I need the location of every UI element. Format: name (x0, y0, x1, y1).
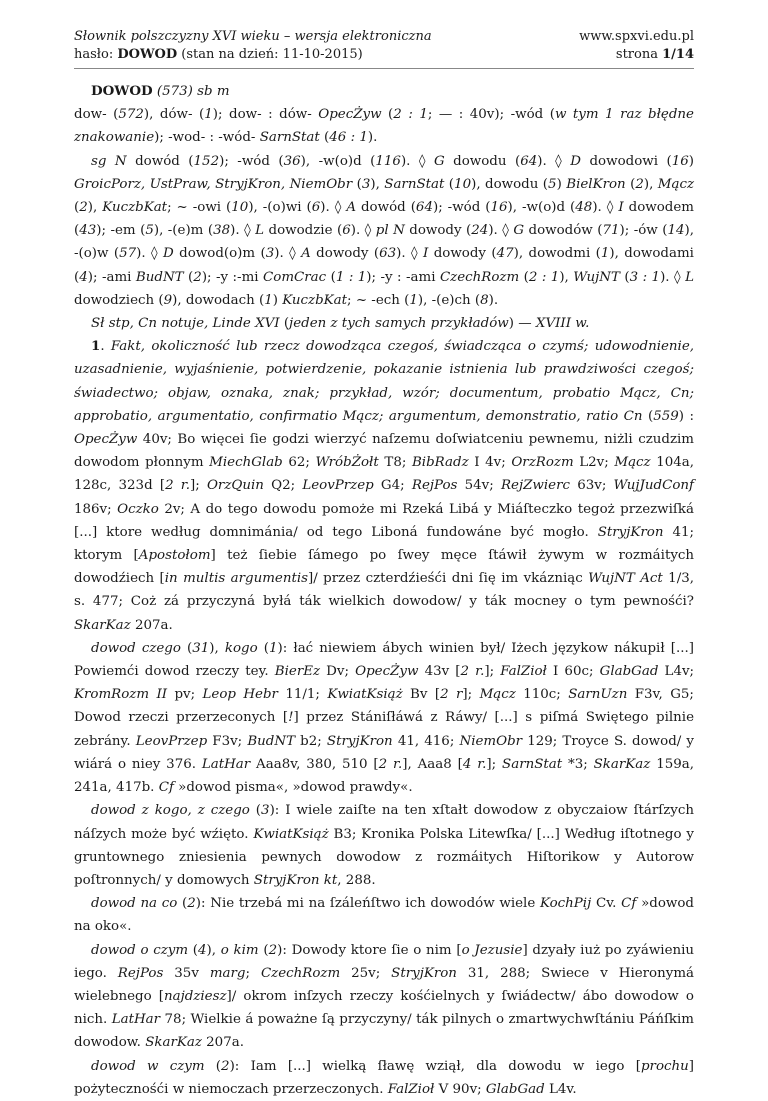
header-right (579, 28, 694, 64)
page-number-line (579, 46, 694, 64)
sense-dowod-czego: dowod czego (31), kogo (1): łać niewiem ábych winien był/ Iżech językow nákupił [...] Powiemći dowod rzeczy tey. BierEz Dv; OpecŻyw 43v [2 r.]; FalZioł I 60c; GlabGad L4v; KromRozm II pv; Leop Hebr 11/1; KwiatKsiąż Bv [2 r]; Mącz 110c; SarnUzn F3v, G5; Dowod rzeczi przerzeconych [!] przez Stániſłáwá z Ráwy/ [...] s piſmá Swiętego pilnie zebrány. LeovPrzep F3v; BudNT b2; StryjKron 41, 416; NiemObr 129; Troyce S. dowod/ y wiárá o niey 376. LatHar Aaa8v, 380, 510 [2 r.], Aaa8 [4 r.]; SarnStat *3; SkarKaz 159a, 241a, 417b. Cf »dowod pisma«, »dowod prawdy«. (74, 640, 695, 796)
entry-heading: DOWOD (573) sb m (91, 83, 230, 99)
sense-dowod-o-czym: dowod o czym (4), o kim (2): Dowody ktore ſie o nim [o Jezusie] dzyały iuż po zyáwieniu iego. RejPos 35v marg; CzechRozm 25v; StryjKron 31, 288; Swiece v Hieronymá wielebnego [najdziesz]/ okrom inſzych rzeczy kośćielnych y ſwiádectw/ ábo dowodow o nich. LatHar 78; Wielkie á poważne ſą przyczyny/ ták pilnych o zmartwychwſtániu Páńſkim dowodow. SkarKaz 207a. (74, 942, 695, 1051)
sense-1-definition: 1. Fakt, okoliczność lub rzecz dowodząca czegoś, świadcząca o czymś; udowodnienie, uzasadnienie, wyjaśnienie, potwierdzenie, pokazanie istnienia lub prawdziwości czegoś; świadectwo; objaw, oznaka, znak; przykład, wzór; documentum, probatio Mącz, Cn; approbatio, argumentatio, confirmatio Mącz; argumentum, demonstratio, ratio Cn (559) : OpecŻyw 40v; Bo więcei ſie godzi wierzyć naſzemu doſwiatceniu pewnemu, niżli czudzim dowodom płonnym MiechGlab 62; WróbŻołt T8; BibRadz I 4v; OrzRozm L2v; Mącz 104a, 128c, 323d [2 r.]; OrzQuin Q2; LeovPrzep G4; RejPos 54v; RejZwierc 63v; WujJudConf 186v; Oczko 2v; A do tego dowodu pomoże mi Rzeká Libá y Miáſteczko tegoż przezwiſká [...] ktore według domnimánia/ od tego Liboná fundowáne być mogło. StryjKron 41; ktorym [Apostołom] też ſiebie ſámego po ſwey męce ſtáwił żywym w rozmáitych dowodźiech [in multis argumentis]/ przez czterdźieśći dni ſię im vkázniąc WujNT Act 1/3, s. 477; Coż zá przyczyná byłá ták wielkich dowodow/ y ták mocney o tym pewnośći? SkarKaz 207a. (74, 338, 695, 633)
entry-body (74, 80, 694, 1101)
site-url[interactable]: www.spxvi.edu.pl (579, 29, 694, 44)
dictionary-title: Słownik polszczyzny XVI wieku – wersja elektroniczna (74, 29, 432, 44)
page-header (74, 28, 694, 64)
inflection-paragraph: sg N dowód (152); -wód (36), -w(o)d (116). ◊ G dowodu (64). ◊ D dowodowi (16) GroicPorz, UstPraw, StryjKron, NiemObr (3), SarnStat (10), dowodu (5) BielKron (2), Mącz (2), KuczbKat; ~ -owi (10), -(o)wi (6). ◊ A dowód (64); -wód (16), -w(o)d (48). ◊ I dowodem (43); -em (5), -(e)m (38). ◊ L dowodzie (6). ◊ pl N dowody (24). ◊ G dowodów (71); -ów (14), -(o)w (57). ◊ D dowod(o)m (3). ◊ A dowody (63). ◊ I dowody (47), dowodmi (1), dowodami (4); -ami BudNT (2); -y :-mi ComCrac (1 : 1); -y : -ami CzechRozm (2 : 1), WujNT (3 : 1). ◊ L dowodziech (9), dowodach (1) KuczbKat; ~ -ech (1), -(e)ch (8). (74, 153, 695, 308)
page-label: strona (615, 47, 663, 62)
entry-word: DOWOD (117, 47, 178, 62)
header-entry-line (74, 46, 432, 64)
entry-label: hasło: (74, 47, 118, 62)
sense-dowod-z-kogo: dowod z kogo, z czego (3): I wiele zaiſte na ten xſtałt dowodow z obyczaiow ſtárſzych náſzych może być wźięto. KwiatKsiąż B3; Kronika Polska Litewſka/ [...] Według iſtotnego y gruntownego zniesienia pewnych dowodow z rozmáitych Hiſtorikow y Autorow poſtronnych/ y domowych StryjKron kt, 288. (74, 803, 694, 888)
header-title (74, 28, 432, 46)
entry-date: (stan na dzień: 11-10-2015) (177, 47, 363, 62)
sense-dowod-na-co: dowod na co (2): Nie trzebá mi na ſzáleńſtwo ich dowodów wiele KochPij Cv. Cf »dowod na oko«. (74, 896, 694, 935)
page-number: 1/14 (662, 47, 694, 62)
variant-forms: dow- (572), dów- (1); dow- : dów- OpecŻyw (2 : 1; — : 40v); -wód (w tym 1 raz błędne znakowanie); -wod- : -wód- SarnStat (46 : 1). (74, 107, 694, 146)
header-left (74, 28, 432, 64)
header-divider (74, 68, 694, 69)
sense-dowod-w-czym: dowod w czym (2): Iam [...] wielką ſławę wziął, dla dowodu w iego [prochu] pożytecznośći w niemoczach przerzeczonych. FalZioł V 90v; GlabGad L4v. (74, 1058, 694, 1097)
sources-note: Sł stp, Cn notuje, Linde XVI (jeden z tych samych przykładów) — XVIII w. (91, 316, 590, 332)
